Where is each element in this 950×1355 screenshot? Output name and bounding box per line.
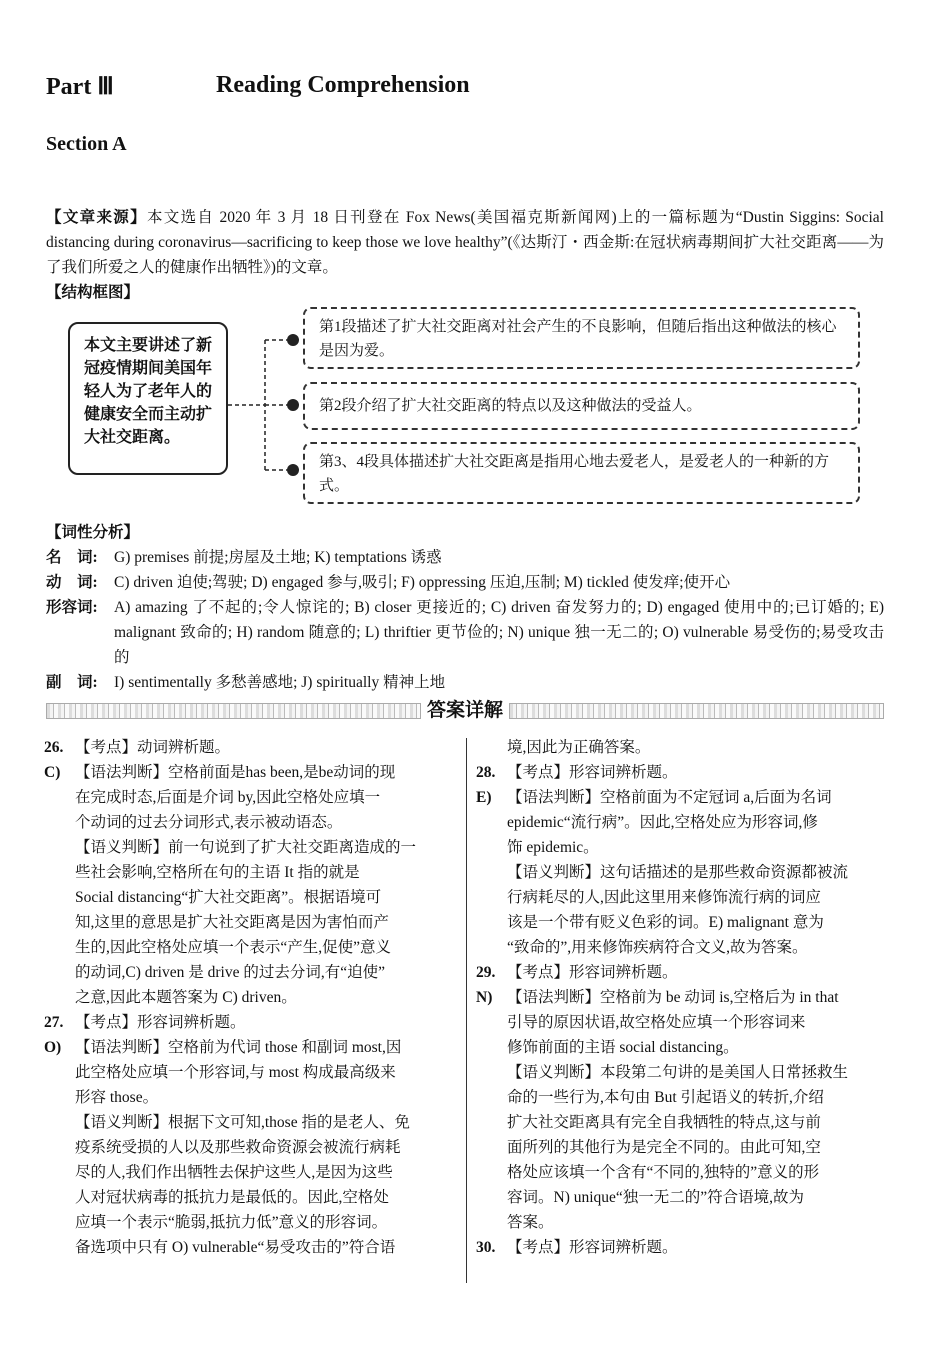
branch-marker-icon [287, 399, 299, 411]
answer-text: 修饰前面的主语 social distancing。 [507, 1039, 739, 1056]
answer-line [476, 1185, 896, 1210]
answer-marker [476, 1085, 507, 1110]
diagram-connectors [225, 300, 315, 500]
answer-line [476, 1110, 896, 1135]
answer-line [476, 1060, 896, 1085]
branch-marker-icon [287, 464, 299, 476]
answer-line [476, 810, 896, 835]
answer-marker: 28. [476, 764, 496, 781]
answer-line [44, 960, 460, 985]
answer-text: 尽的人,我们作出牺牲去保护这些人,是因为这些 [75, 1164, 393, 1181]
answer-line [476, 760, 896, 785]
answer-text: Social distancing“扩大社交距离”。根据语境可 [75, 889, 382, 906]
answer-line [44, 1185, 460, 1210]
answer-text: 生的,因此空格处应填一个表示“产生,促使”意义 [75, 939, 392, 956]
answer-text: 命的一些行为,本句由 But 引起语义的转折,介绍 [507, 1089, 824, 1106]
pos-row-verb [46, 570, 884, 595]
answer-text: “致命的”,用来修饰疾病符合文义,故为答案。 [507, 939, 808, 956]
pos-row-noun [46, 545, 884, 570]
answer-line [476, 985, 896, 1010]
answer-marker [476, 935, 507, 960]
answers-left-column [44, 735, 460, 1260]
answer-line [44, 810, 460, 835]
answer-line [476, 1160, 896, 1185]
answers-banner [46, 699, 884, 723]
answer-line [476, 910, 896, 935]
part-label: Part Ⅲ [46, 74, 114, 100]
pos-section [46, 520, 884, 723]
answer-marker [476, 1135, 507, 1160]
answer-marker [44, 860, 75, 885]
answer-marker: 27. [44, 1014, 64, 1031]
answer-text: 【考点】形容词辨析题。 [507, 764, 678, 781]
banner-pattern-left [46, 703, 421, 719]
answer-marker: O) [44, 1039, 62, 1056]
answer-marker [44, 1110, 75, 1135]
answer-text: 些社会影响,空格所在句的主语 It 指的就是 [75, 864, 360, 881]
branch-marker-icon [287, 334, 299, 346]
answer-text: 之意,因此本题答案为 C) driven。 [75, 989, 297, 1006]
answer-text: 该是一个带有贬义色彩的词。E) malignant 意为 [507, 914, 824, 931]
pos-category: 副 词: [46, 674, 98, 691]
answer-line [44, 885, 460, 910]
answer-text: 【语义判断】根据下文可知,those 指的是老人、免 [75, 1114, 410, 1131]
answer-marker [476, 860, 507, 885]
answer-text: 面所列的其他行为是完全不同的。由此可知,空 [507, 1139, 821, 1156]
pos-text: C) driven 迫使;驾驶; D) engaged 参与,吸引; F) oppressing 压迫,压制; M) tickled 使发痒;使开心 [114, 574, 731, 591]
answer-marker [476, 810, 507, 835]
column-divider [466, 738, 467, 1283]
answer-text: 的动词,C) driven 是 drive 的过去分词,有“迫使” [75, 964, 385, 981]
answer-line [476, 1135, 896, 1160]
answer-line [44, 1235, 460, 1260]
answer-text: 疫系统受损的人以及那些救命资源会被流行病耗 [75, 1139, 401, 1156]
answer-marker [44, 1210, 75, 1235]
answer-marker: N) [476, 989, 493, 1006]
answer-text: 知,这里的意思是扩大社交距离是因为害怕而产 [75, 914, 389, 931]
answer-marker [44, 1060, 75, 1085]
answer-marker [476, 1160, 507, 1185]
pos-text: G) premises 前提;房屋及土地; K) temptations 诱惑 [114, 549, 442, 566]
answer-line [476, 1235, 896, 1260]
answer-line [44, 1160, 460, 1185]
answer-marker [44, 1235, 75, 1260]
answer-line [476, 860, 896, 885]
answer-text: 【语法判断】空格前为代词 those 和副词 most,因 [75, 1039, 402, 1056]
answers-title: 答案详解 [427, 700, 504, 721]
answer-text: 此空格处应填一个形容词,与 most 构成最高级来 [75, 1064, 396, 1081]
answer-text: 【考点】形容词辨析题。 [507, 1239, 678, 1256]
structure-label: 【结构框图】 [46, 284, 140, 301]
answer-text: epidemic“流行病”。因此,空格处应为形容词,修 [507, 814, 818, 831]
pos-text: I) sentimentally 多愁善感地; J) spiritually 精神上地 [114, 674, 446, 691]
answer-line [44, 1135, 460, 1160]
source-block [46, 205, 884, 305]
pos-label: 【词性分析】 [46, 524, 140, 541]
answer-line [44, 760, 460, 785]
answer-marker: E) [476, 789, 492, 806]
answer-line [44, 785, 460, 810]
answer-marker [44, 1185, 75, 1210]
answer-marker [476, 885, 507, 910]
answer-line [476, 1210, 896, 1235]
answers-right-column [476, 735, 896, 1260]
answer-marker: 30. [476, 1239, 496, 1256]
answer-line [44, 1085, 460, 1110]
answer-marker [476, 1060, 507, 1085]
answer-text: 备选项中只有 O) vulnerable“易受攻击的”符合语 [75, 1239, 396, 1256]
branch-box-2: 第2段介绍了扩大社交距离的特点以及这种做法的受益人。 [303, 382, 860, 430]
answer-line [44, 835, 460, 860]
answer-text: 人对冠状病毒的抵抗力是最低的。因此,空格处 [75, 1189, 389, 1206]
answer-text: 行病耗尽的人,因此这里用来修饰流行病的词应 [507, 889, 821, 906]
answer-marker [476, 835, 507, 860]
answer-text: 【语法判断】空格前面是has been,是be动词的现 [75, 764, 396, 781]
answer-text: 个动词的过去分词形式,表示被动语态。 [75, 814, 343, 831]
source-text: 本文选自 2020 年 3 月 18 日刊登在 Fox News(美国福克斯新闻网)上的一篇标题为“Dustin Siggins: Social distancing during coronavirus—sacrificing to keep those we love healthy”(《达斯汀・西金斯:在冠状病毒期间扩大社交距离——为了我们所爱之人的健康作出牺牲》)的文章。 [46, 209, 884, 276]
pos-row-adjective [46, 595, 884, 670]
answer-marker [44, 1135, 75, 1160]
answer-marker [476, 1110, 507, 1135]
answer-marker [476, 1035, 507, 1060]
answer-line [44, 860, 460, 885]
answer-line [44, 985, 460, 1010]
answer-line [44, 735, 460, 760]
answer-text: 扩大社交距离具有完全自我牺牲的特点,这与前 [507, 1114, 821, 1131]
section-title: Section A [46, 133, 127, 155]
answer-line [476, 885, 896, 910]
part-title: Reading Comprehension [216, 72, 470, 98]
answer-marker [476, 910, 507, 935]
answer-text: 【考点】动词辨析题。 [75, 739, 231, 756]
answer-line [476, 960, 896, 985]
answer-line [44, 1010, 460, 1035]
answer-line [476, 935, 896, 960]
answer-marker [44, 1160, 75, 1185]
answer-line [44, 1110, 460, 1135]
answer-marker: 26. [44, 739, 64, 756]
answer-text: 应填一个表示“脆弱,抵抗力低”意义的形容词。 [75, 1214, 388, 1231]
answer-line [476, 1085, 896, 1110]
answer-text: 引导的原因状语,故空格处应填一个形容词来 [507, 1014, 806, 1031]
article-source [46, 205, 884, 280]
answer-text: 饰 epidemic。 [507, 839, 599, 856]
answer-marker [44, 960, 75, 985]
answer-line [44, 1060, 460, 1085]
pos-row-adverb [46, 670, 884, 695]
answer-text: 【语法判断】空格前为 be 动词 is,空格后为 in that [507, 989, 839, 1006]
answer-text: 【考点】形容词辨析题。 [75, 1014, 246, 1031]
answer-line [44, 910, 460, 935]
answer-text: 【考点】形容词辨析题。 [507, 964, 678, 981]
pos-text: A) amazing 了不起的;令人惊诧的; B) closer 更接近的; C) driven 奋发努力的; D) engaged 使用中的;已订婚的; E) malignant 致命的; H) random 随意的; L) thriftier 更节俭的; N) unique 独一无二的; O) vulnerable 易受伤的;易受攻击的 [114, 599, 884, 666]
answer-text: 答案。 [507, 1214, 554, 1231]
answer-text: 【语义判断】本段第二句讲的是美国人日常拯救生 [507, 1064, 849, 1081]
answer-line [476, 1035, 896, 1060]
answer-text: 【语义判断】前一句说到了扩大社交距离造成的一 [75, 839, 417, 856]
answer-text: 容词。N) unique“独一无二的”符合语境,故为 [507, 1189, 805, 1206]
answer-text: 【语义判断】这句话描述的是那些救命资源都被流 [507, 864, 849, 881]
answer-text: 形容 those。 [75, 1089, 159, 1106]
answer-marker [44, 810, 75, 835]
answer-marker [476, 735, 507, 760]
answer-line [476, 735, 896, 760]
answer-marker [44, 835, 75, 860]
answer-line [476, 785, 896, 810]
answer-marker: 29. [476, 964, 496, 981]
source-label: 【文章来源】 [46, 209, 147, 226]
pos-category: 形容词: [46, 599, 98, 616]
answer-marker [44, 885, 75, 910]
answer-line [476, 1010, 896, 1035]
answer-marker [44, 910, 75, 935]
answer-marker: C) [44, 764, 61, 781]
answer-marker [44, 1085, 75, 1110]
answer-marker [476, 1185, 507, 1210]
pos-category: 动 词: [46, 574, 98, 591]
answer-marker [44, 985, 75, 1010]
answer-text: 在完成时态,后面是介词 by,因此空格处应填一 [75, 789, 381, 806]
answer-text: 境,因此为正确答案。 [507, 739, 651, 756]
answer-text: 【语法判断】空格前面为不定冠词 a,后面为名词 [507, 789, 832, 806]
answer-line [44, 1210, 460, 1235]
pos-category: 名 词: [46, 549, 98, 566]
answer-line [476, 835, 896, 860]
summary-box: 本文主要讲述了新冠疫情期间美国年轻人为了老年人的健康安全而主动扩大社交距离。 [68, 322, 228, 475]
answer-text: 格处应该填一个含有“不同的,独特的”意义的形 [507, 1164, 820, 1181]
answer-marker [44, 935, 75, 960]
answer-marker [44, 785, 75, 810]
branch-box-3: 第3、4段具体描述扩大社交距离是指用心地去爱老人，是爱老人的一种新的方式。 [303, 442, 860, 504]
answer-marker [476, 1010, 507, 1035]
answer-line [44, 1035, 460, 1060]
branch-box-1: 第1段描述了扩大社交距离对社会产生的不良影响，但随后指出这种做法的核心是因为爱。 [303, 307, 860, 369]
answer-marker [476, 1210, 507, 1235]
banner-pattern-right [509, 703, 884, 719]
answer-line [44, 935, 460, 960]
